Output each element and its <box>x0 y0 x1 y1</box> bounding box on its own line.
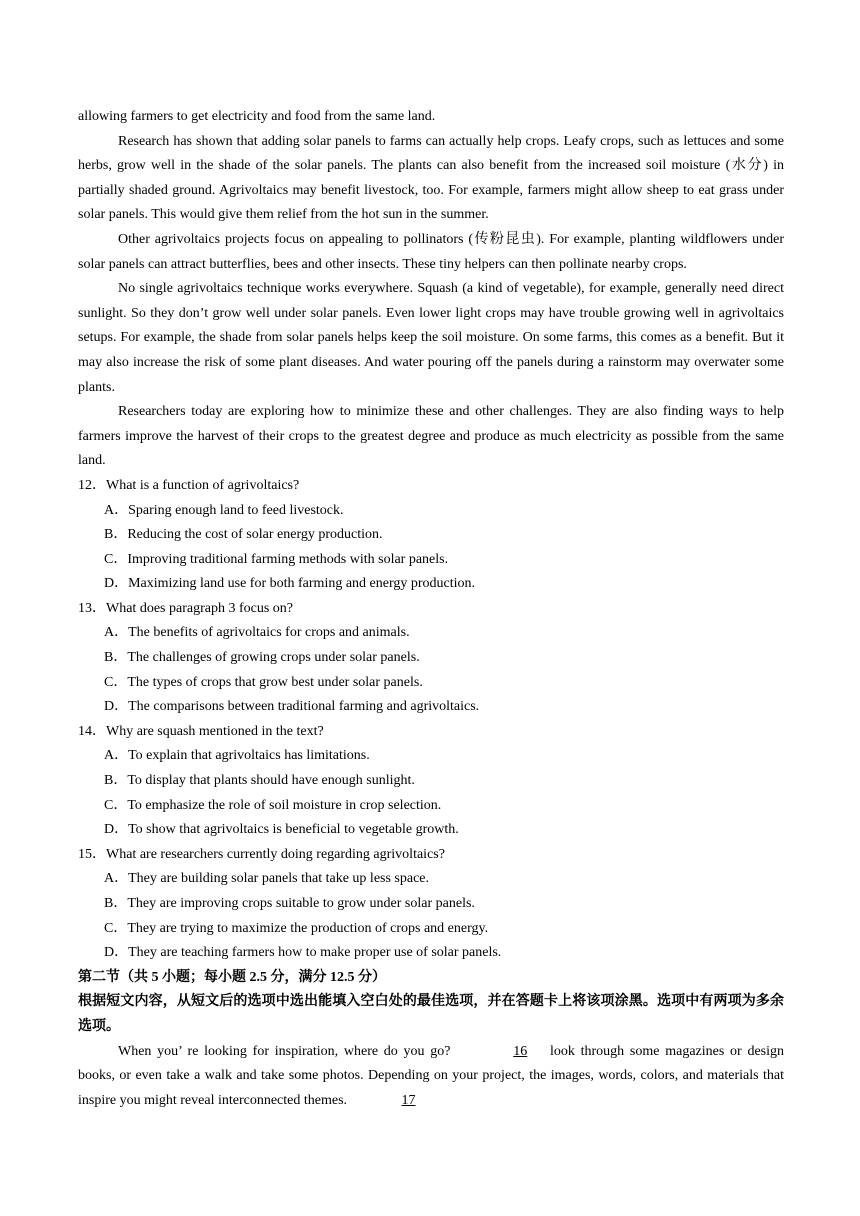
question-13 <box>78 597 784 720</box>
passage-paragraph-2: Research has shown that adding solar panels to farms can actually help crops. Leafy crops, such as lettuces and some herbs, grow well in the shade of the solar panels. The plants can also benefit from the increased soil moisture (水分) in partially shaded ground. Agrivoltaics may benefit livestock, too. For example, farmers might allow sheep to eat grass under solar panels. This would give them relief from the hot sun in the summer. <box>78 133 784 223</box>
option-c: C．To emphasize the role of soil moisture in crop selection. <box>104 797 442 813</box>
option-a: A．They are building solar panels that take up less space. <box>104 871 430 887</box>
option-d: D．Maximizing land use for both farming and energy production. <box>104 576 476 592</box>
option-c: C．They are trying to maximize the production of crops and energy. <box>104 920 489 936</box>
option-a: A．The benefits of agrivoltaics for crops and animals. <box>104 625 410 641</box>
option-c: C．Improving traditional farming methods with solar panels. <box>104 551 449 567</box>
blank-16: 16 <box>513 1043 528 1059</box>
question-stem: 14．Why are squash mentioned in the text? <box>78 723 324 739</box>
question-14 <box>78 720 784 843</box>
section-2-instruction: 根据短文内容，从短文后的选项中选出能填入空白处的最佳选项，并在答题卡上将该项涂黑。选项中有两项为多余选项。 <box>78 994 784 1034</box>
cloze-text-part-2: look through some magazines or design books, or even take a walk and take some photos. Depending on your project, the images, words, colors, and materials that inspire you might reveal interconnected themes. <box>78 1043 784 1108</box>
option-d: D．They are teaching farmers how to make proper use of solar panels. <box>104 945 502 961</box>
passage-paragraph-1: allowing farmers to get electricity and food from the same land. <box>78 109 436 124</box>
option-b: B．To display that plants should have enough sunlight. <box>104 773 415 789</box>
question-stem: 13．What does paragraph 3 focus on? <box>78 600 293 616</box>
question-15 <box>78 843 784 966</box>
passage-paragraph-5: Researchers today are exploring how to minimize these and other challenges. They are also finding ways to help farmers improve the harvest of their crops to the greatest degree and produce as much electricity as possible from the same land. <box>78 404 784 469</box>
cloze-paragraph <box>78 1040 784 1114</box>
option-b: B．Reducing the cost of solar energy production. <box>104 527 383 543</box>
option-a: A．To explain that agrivoltaics has limitations. <box>104 748 370 764</box>
section-2-heading: 第二节（共 5 小题；每小题 2.5 分，满分 12.5 分） <box>78 969 386 985</box>
blank-17: 17 <box>401 1092 416 1108</box>
passage-paragraph-3: Other agrivoltaics projects focus on appealing to pollinators (传粉昆虫). For example, planting wildflowers under solar panels can attract butterflies, bees and other insects. These tiny helpers can then pollinate nearby crops. <box>78 231 784 272</box>
question-stem: 12．What is a function of agrivoltaics? <box>78 477 300 493</box>
option-d: D．To show that agrivoltaics is beneficial to vegetable growth. <box>104 822 459 838</box>
option-d: D．The comparisons between traditional farming and agrivoltaics. <box>104 699 480 715</box>
option-b: B．The challenges of growing crops under solar panels. <box>104 650 420 666</box>
cloze-text-part-1: When you’ re looking for inspiration, where do you go? <box>118 1043 457 1059</box>
question-12 <box>78 474 784 597</box>
option-c: C．The types of crops that grow best under solar panels. <box>104 674 423 690</box>
option-a: A．Sparing enough land to feed livestock. <box>104 502 344 518</box>
option-b: B．They are improving crops suitable to grow under solar panels. <box>104 896 475 911</box>
passage-paragraph-4: No single agrivoltaics technique works everywhere. Squash (a kind of vegetable), for example, generally need direct sunlight. So they don’t grow well under solar panels. Even lower light crops may have trouble growing well in agrivoltaics setups. For example, the shade from solar panels helps keep the soil moisture. On some farms, this comes as a benefit. But it may also increase the risk of some plant diseases. And water pouring off the panels during a rainstorm may overwater some plants. <box>78 281 784 395</box>
question-stem: 15．What are researchers currently doing regarding agrivoltaics? <box>78 846 445 862</box>
document-content <box>78 105 784 1113</box>
